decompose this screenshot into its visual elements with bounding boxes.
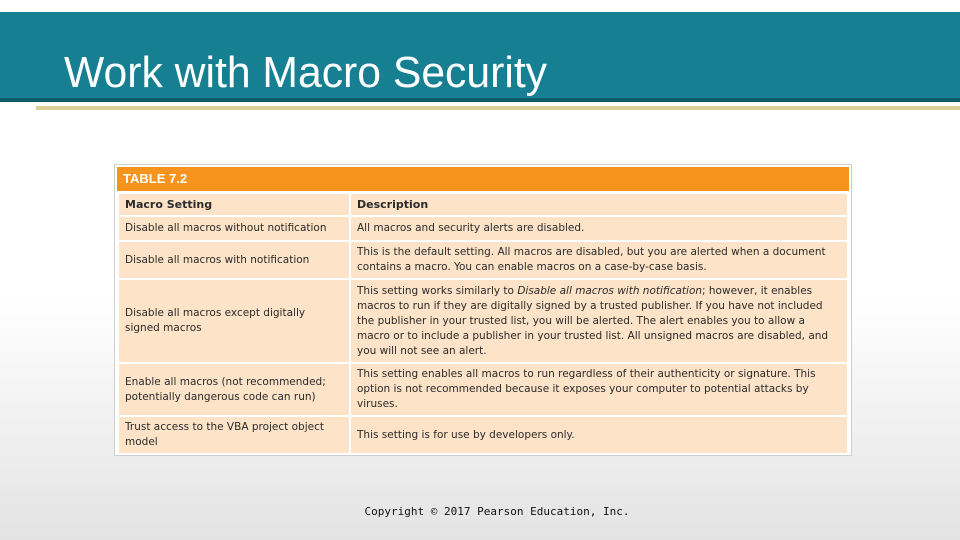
description-emphasis: Disable all macros with notification xyxy=(517,284,703,297)
table-row xyxy=(119,364,847,415)
table-row xyxy=(119,417,847,453)
accent-divider xyxy=(36,106,960,110)
header-description: Description xyxy=(351,194,847,215)
description-text: This setting works similarly to xyxy=(357,284,518,297)
description-cell: This is the default setting. All macros are disabled, but you are alerted when a document contains a macro. You can enable macros on a case-by-case basis. xyxy=(351,242,847,278)
setting-cell: Disable all macros without notification xyxy=(119,217,349,240)
settings-grid xyxy=(117,192,849,455)
description-cell xyxy=(351,280,847,362)
slide-title: Work with Macro Security xyxy=(64,48,548,97)
macro-settings-table xyxy=(114,164,852,456)
setting-cell: Disable all macros with notification xyxy=(119,242,349,278)
setting-cell: Disable all macros except digitally signed macros xyxy=(119,280,349,362)
table-row xyxy=(119,280,847,362)
header-macro-setting: Macro Setting xyxy=(119,194,349,215)
table-row xyxy=(119,217,847,240)
description-cell: This setting is for use by developers only. xyxy=(351,417,847,453)
description-cell: All macros and security alerts are disabled. xyxy=(351,217,847,240)
copyright-footer: Copyright © 2017 Pearson Education, Inc. xyxy=(364,505,630,518)
description-text: ; however, it enables macros to run if they are digitally signed by a trusted publisher. If you have not included the publisher in your trusted list, you will be alerted. The alert enables you to allow a macro or to include a publisher in your trusted list. All unsigned macros are disabled, and you will not see an alert. xyxy=(357,284,829,357)
table-caption: TABLE 7.2 xyxy=(117,167,849,191)
title-bar-shadow xyxy=(0,98,960,102)
header-row xyxy=(119,194,847,215)
setting-cell: Trust access to the VBA project object model xyxy=(119,417,349,453)
setting-cell: Enable all macros (not recommended; potentially dangerous code can run) xyxy=(119,364,349,415)
description-cell: This setting enables all macros to run regardless of their authenticity or signature. This option is not recommended because it exposes your computer to potential attacks by viruses. xyxy=(351,364,847,415)
table-row xyxy=(119,242,847,278)
